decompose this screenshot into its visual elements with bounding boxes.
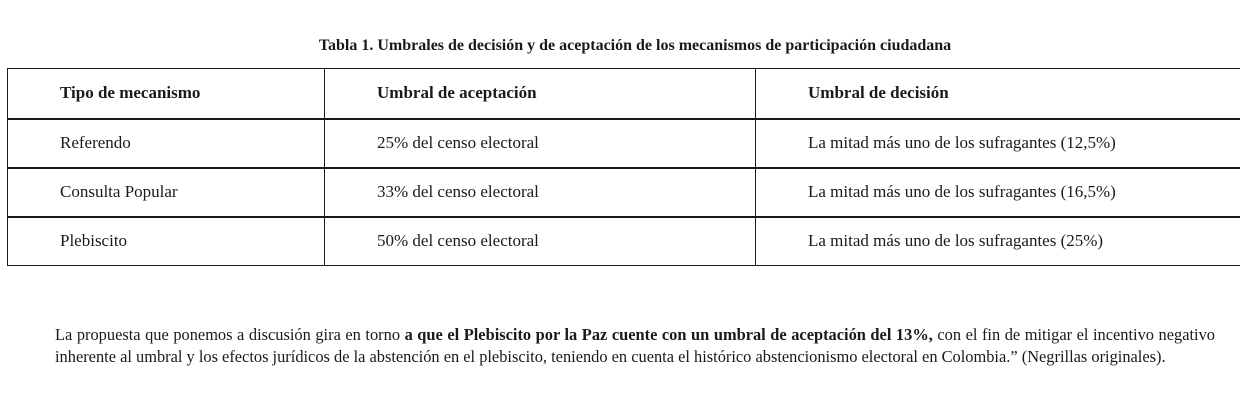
cell-umbral-aceptacion: 33% del censo electoral xyxy=(325,168,756,217)
header-umbral-decision: Umbral de decisión xyxy=(756,69,1240,119)
cell-umbral-aceptacion: 25% del censo electoral xyxy=(325,119,756,168)
cell-mecanismo: Plebiscito xyxy=(8,217,325,266)
cell-umbral-decision: La mitad más uno de los sufragantes (12,5%) xyxy=(756,119,1240,168)
cell-mecanismo: Referendo xyxy=(8,119,325,168)
table-row xyxy=(8,217,1240,266)
table-caption: Tabla 1. Umbrales de decisión y de aceptación de los mecanismos de participación ciudadana xyxy=(318,37,952,54)
header-umbral-aceptacion: Umbral de aceptación xyxy=(325,69,756,119)
body-paragraph xyxy=(55,324,1215,368)
header-tipo-mecanismo: Tipo de mecanismo xyxy=(8,69,325,119)
cell-umbral-decision: La mitad más uno de los sufragantes (25%) xyxy=(756,217,1240,266)
table-header-row xyxy=(8,69,1240,119)
paragraph-text-end: con el fin de mitigar el incentivo negativo inherente al umbral y los efectos jurídicos de la abstención en el plebiscito, teniendo en cuenta el histórico abstencionismo electoral en Colombia.” (Negrillas originales). xyxy=(55,325,1215,366)
table-row xyxy=(8,119,1240,168)
paragraph-text-start: La propuesta que ponemos a discusión gira en torno xyxy=(55,325,405,344)
cell-umbral-decision: La mitad más uno de los sufragantes (16,5%) xyxy=(756,168,1240,217)
paragraph-bold-text: a que el Plebiscito por la Paz cuente con un umbral de aceptación del 13%, xyxy=(404,325,933,344)
table-row xyxy=(8,168,1240,217)
cell-mecanismo: Consulta Popular xyxy=(8,168,325,217)
mechanisms-table xyxy=(7,68,1240,266)
cell-umbral-aceptacion: 50% del censo electoral xyxy=(325,217,756,266)
